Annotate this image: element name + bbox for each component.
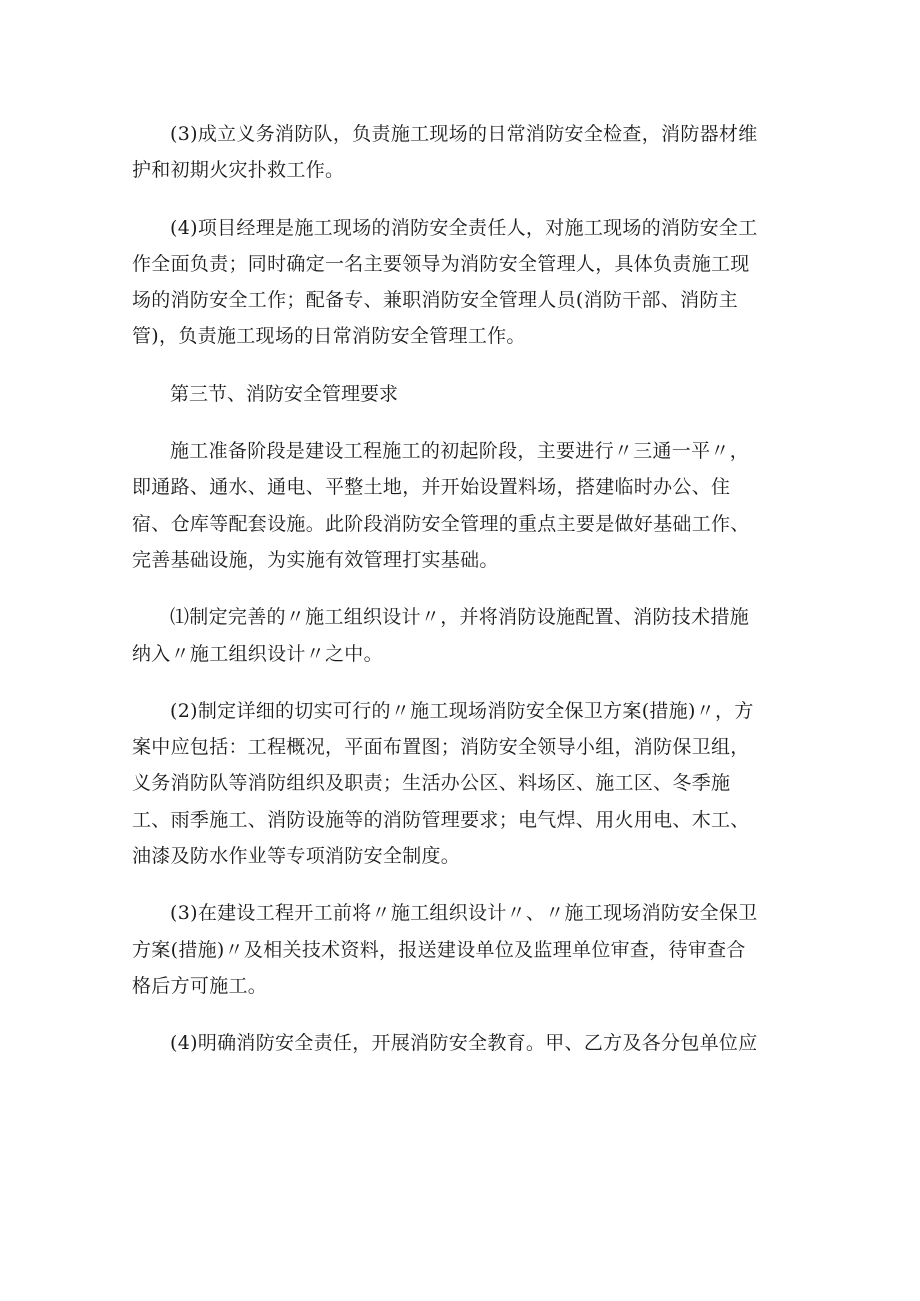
- text-line: (2)制定详细的切实可行的〃施工现场消防安全保卫方案(措施)〃，方: [170, 699, 754, 722]
- text-line: 义务消防队等消防组织及职责；生活办公区、料场区、施工区、冬季施: [132, 772, 731, 795]
- paragraph-preparation-stage: [132, 433, 792, 578]
- paragraph-project-manager-responsibility: [132, 210, 792, 355]
- section-heading: [132, 376, 792, 412]
- text-line: 管)，负责施工现场的日常消防安全管理工作。: [132, 325, 526, 348]
- text-line: 完善基础设施，为实施有效管理打实基础。: [132, 548, 499, 571]
- text-line: 案中应包括：工程概况，平面布置图；消防安全领导小组，消防保卫组，: [132, 736, 750, 759]
- text-line: 场的消防安全工作；配备专、兼职消防安全管理人员(消防干部、消防主: [132, 289, 739, 312]
- text-line: (4)明确消防安全责任，开展消防安全教育。甲、乙方及各分包单位应: [170, 1032, 758, 1055]
- text-line: 宿、仓库等配套设施。此阶段消防安全管理的重点主要是做好基础工作、: [132, 512, 750, 535]
- text-line: 格后方可施工。: [132, 974, 268, 997]
- text-line: 施工准备阶段是建设工程施工的初起阶段，主要进行〃三通一平〃，: [170, 440, 750, 463]
- text-line: 作全面负责；同时确定一名主要领导为消防安全管理人，具体负责施工现: [132, 252, 750, 275]
- text-line: 纳入〃施工组织设计〃之中。: [132, 642, 383, 665]
- paragraph-safety-education: [132, 1025, 792, 1061]
- text-line: 护和初期火灾扑救工作。: [132, 159, 345, 182]
- paragraph-construction-design: [132, 599, 792, 672]
- text-line: 方案(措施)〃及相关技术资料，报送建设单位及监理单位审查，待审查合: [132, 938, 746, 961]
- paragraph-pre-construction-review: [132, 895, 792, 1004]
- text-line: (3)成立义务消防队，负责施工现场的日常消防安全检查，消防器材维: [170, 123, 758, 145]
- text-line: 油漆及防水作业等专项消防安全制度。: [132, 845, 461, 868]
- text-line: 工、雨季施工、消防设施等的消防管理要求；电气焊、用火用电、木工、: [132, 808, 750, 831]
- text-line: ⑴制定完善的〃施工组织设计〃，并将消防设施配置、消防技术措施: [170, 606, 750, 629]
- paragraph-volunteer-fire-brigade: [132, 116, 792, 189]
- section-heading-text: 第三节、消防安全管理要求: [170, 382, 399, 405]
- text-line: (3)在建设工程开工前将〃施工组织设计〃、〃施工现场消防安全保卫: [170, 902, 758, 925]
- paragraph-security-plan: [132, 693, 792, 874]
- document-page: [132, 116, 792, 1083]
- text-line: (4)项目经理是施工现场的消防安全责任人，对施工现场的消防安全工: [170, 216, 758, 239]
- text-line: 即通路、通水、通电、平整土地，并开始设置料场，搭建临时办公、住: [132, 476, 731, 499]
